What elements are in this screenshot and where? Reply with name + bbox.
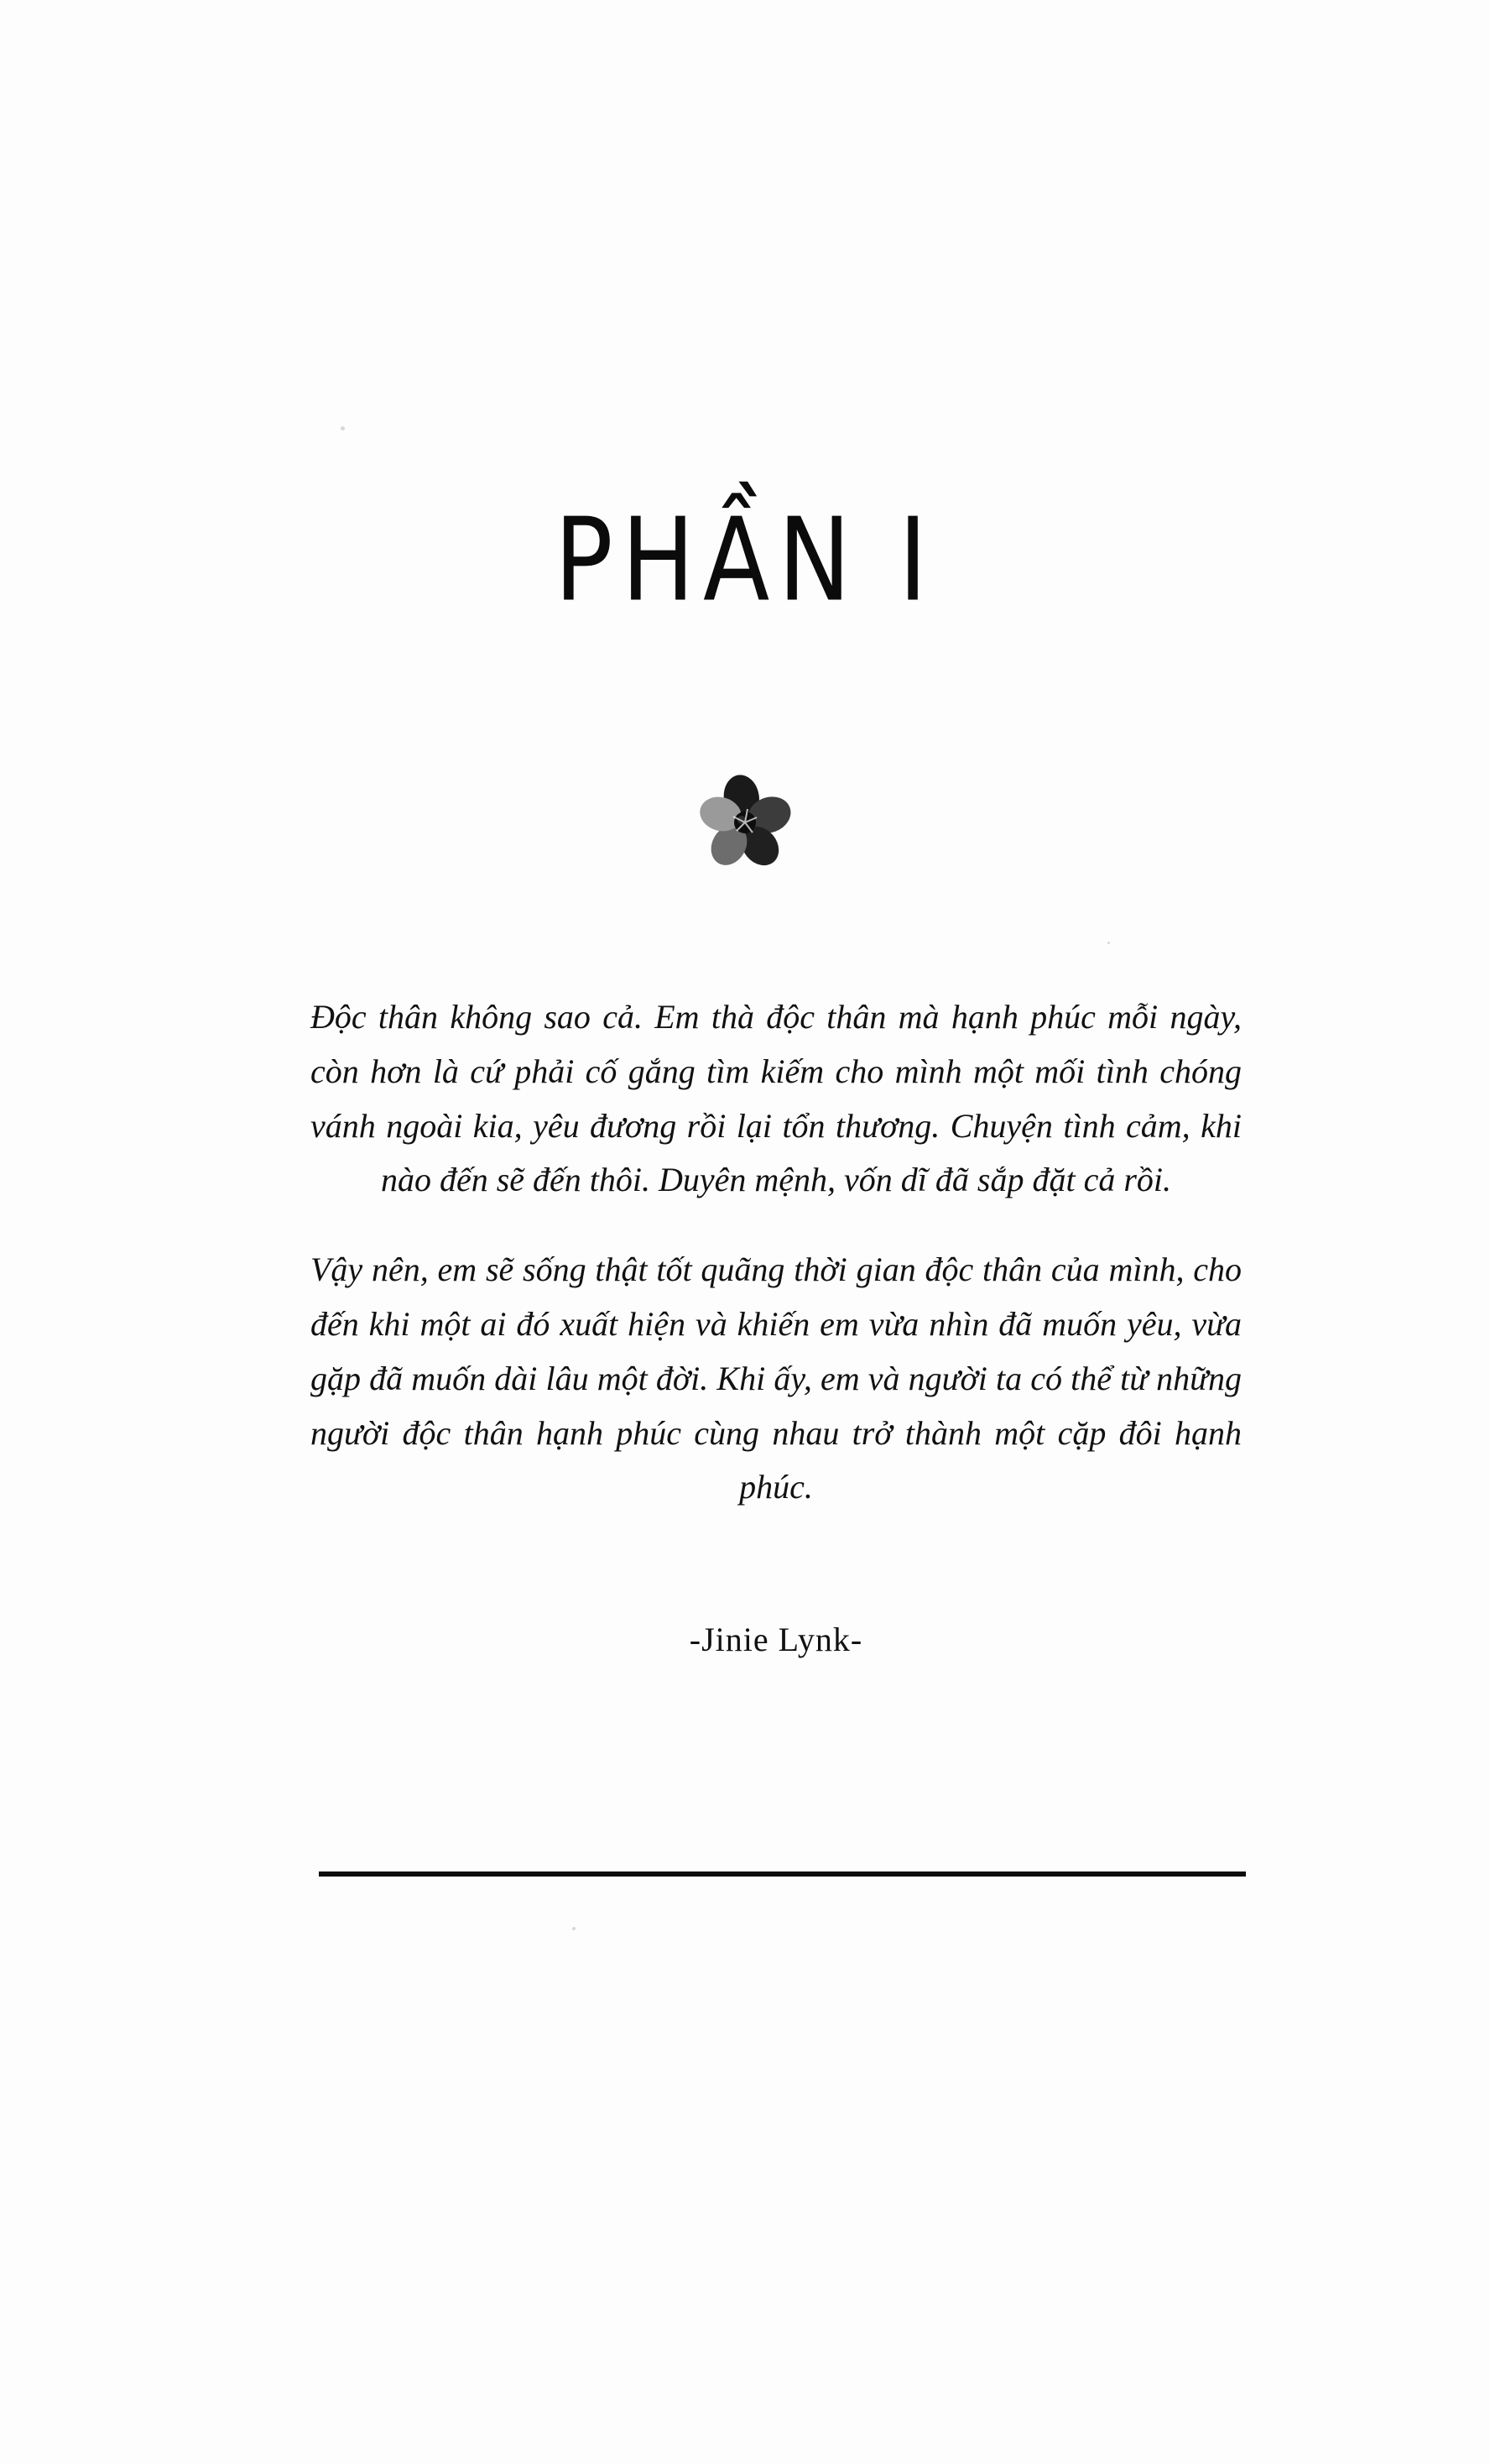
page-speckle bbox=[572, 1927, 576, 1930]
flower-ornament bbox=[0, 764, 1490, 881]
quote-paragraph-1: Độc thân không sao cả. Em thà độc thân mà hạnh phúc mỗi ngày, còn hơn là cứ phải cố gắng tìm kiếm cho mình một mối tình chóng vánh ngoài kia, yêu đương rồi lại tổn thương. Chuyện tình cảm, khi nào đến sẽ đến thôi. Duyên mệnh, vốn dĩ đã sắp đặt cả rồi. bbox=[310, 998, 1242, 1199]
part-title: PHẦN I bbox=[554, 493, 936, 628]
quote-block bbox=[310, 990, 1242, 1515]
page-speckle bbox=[1107, 942, 1110, 944]
flower-icon bbox=[686, 764, 804, 881]
page-speckle bbox=[341, 426, 345, 431]
quote-paragraph-2: Vậy nên, em sẽ sống thật tốt quãng thời gian độc thân của mình, cho đến khi một ai đó xuất hiện và khiến em vừa nhìn đã muốn yêu, vừa gặp đã muốn dài lâu một đời. Khi ấy, em và người ta có thể từ những người độc thân hạnh phúc cùng nhau trở thành một cặp đôi hạnh phúc. bbox=[310, 1250, 1242, 1506]
quote-attribution: -Jinie Lynk- bbox=[689, 1621, 863, 1658]
horizontal-rule bbox=[319, 1871, 1246, 1877]
